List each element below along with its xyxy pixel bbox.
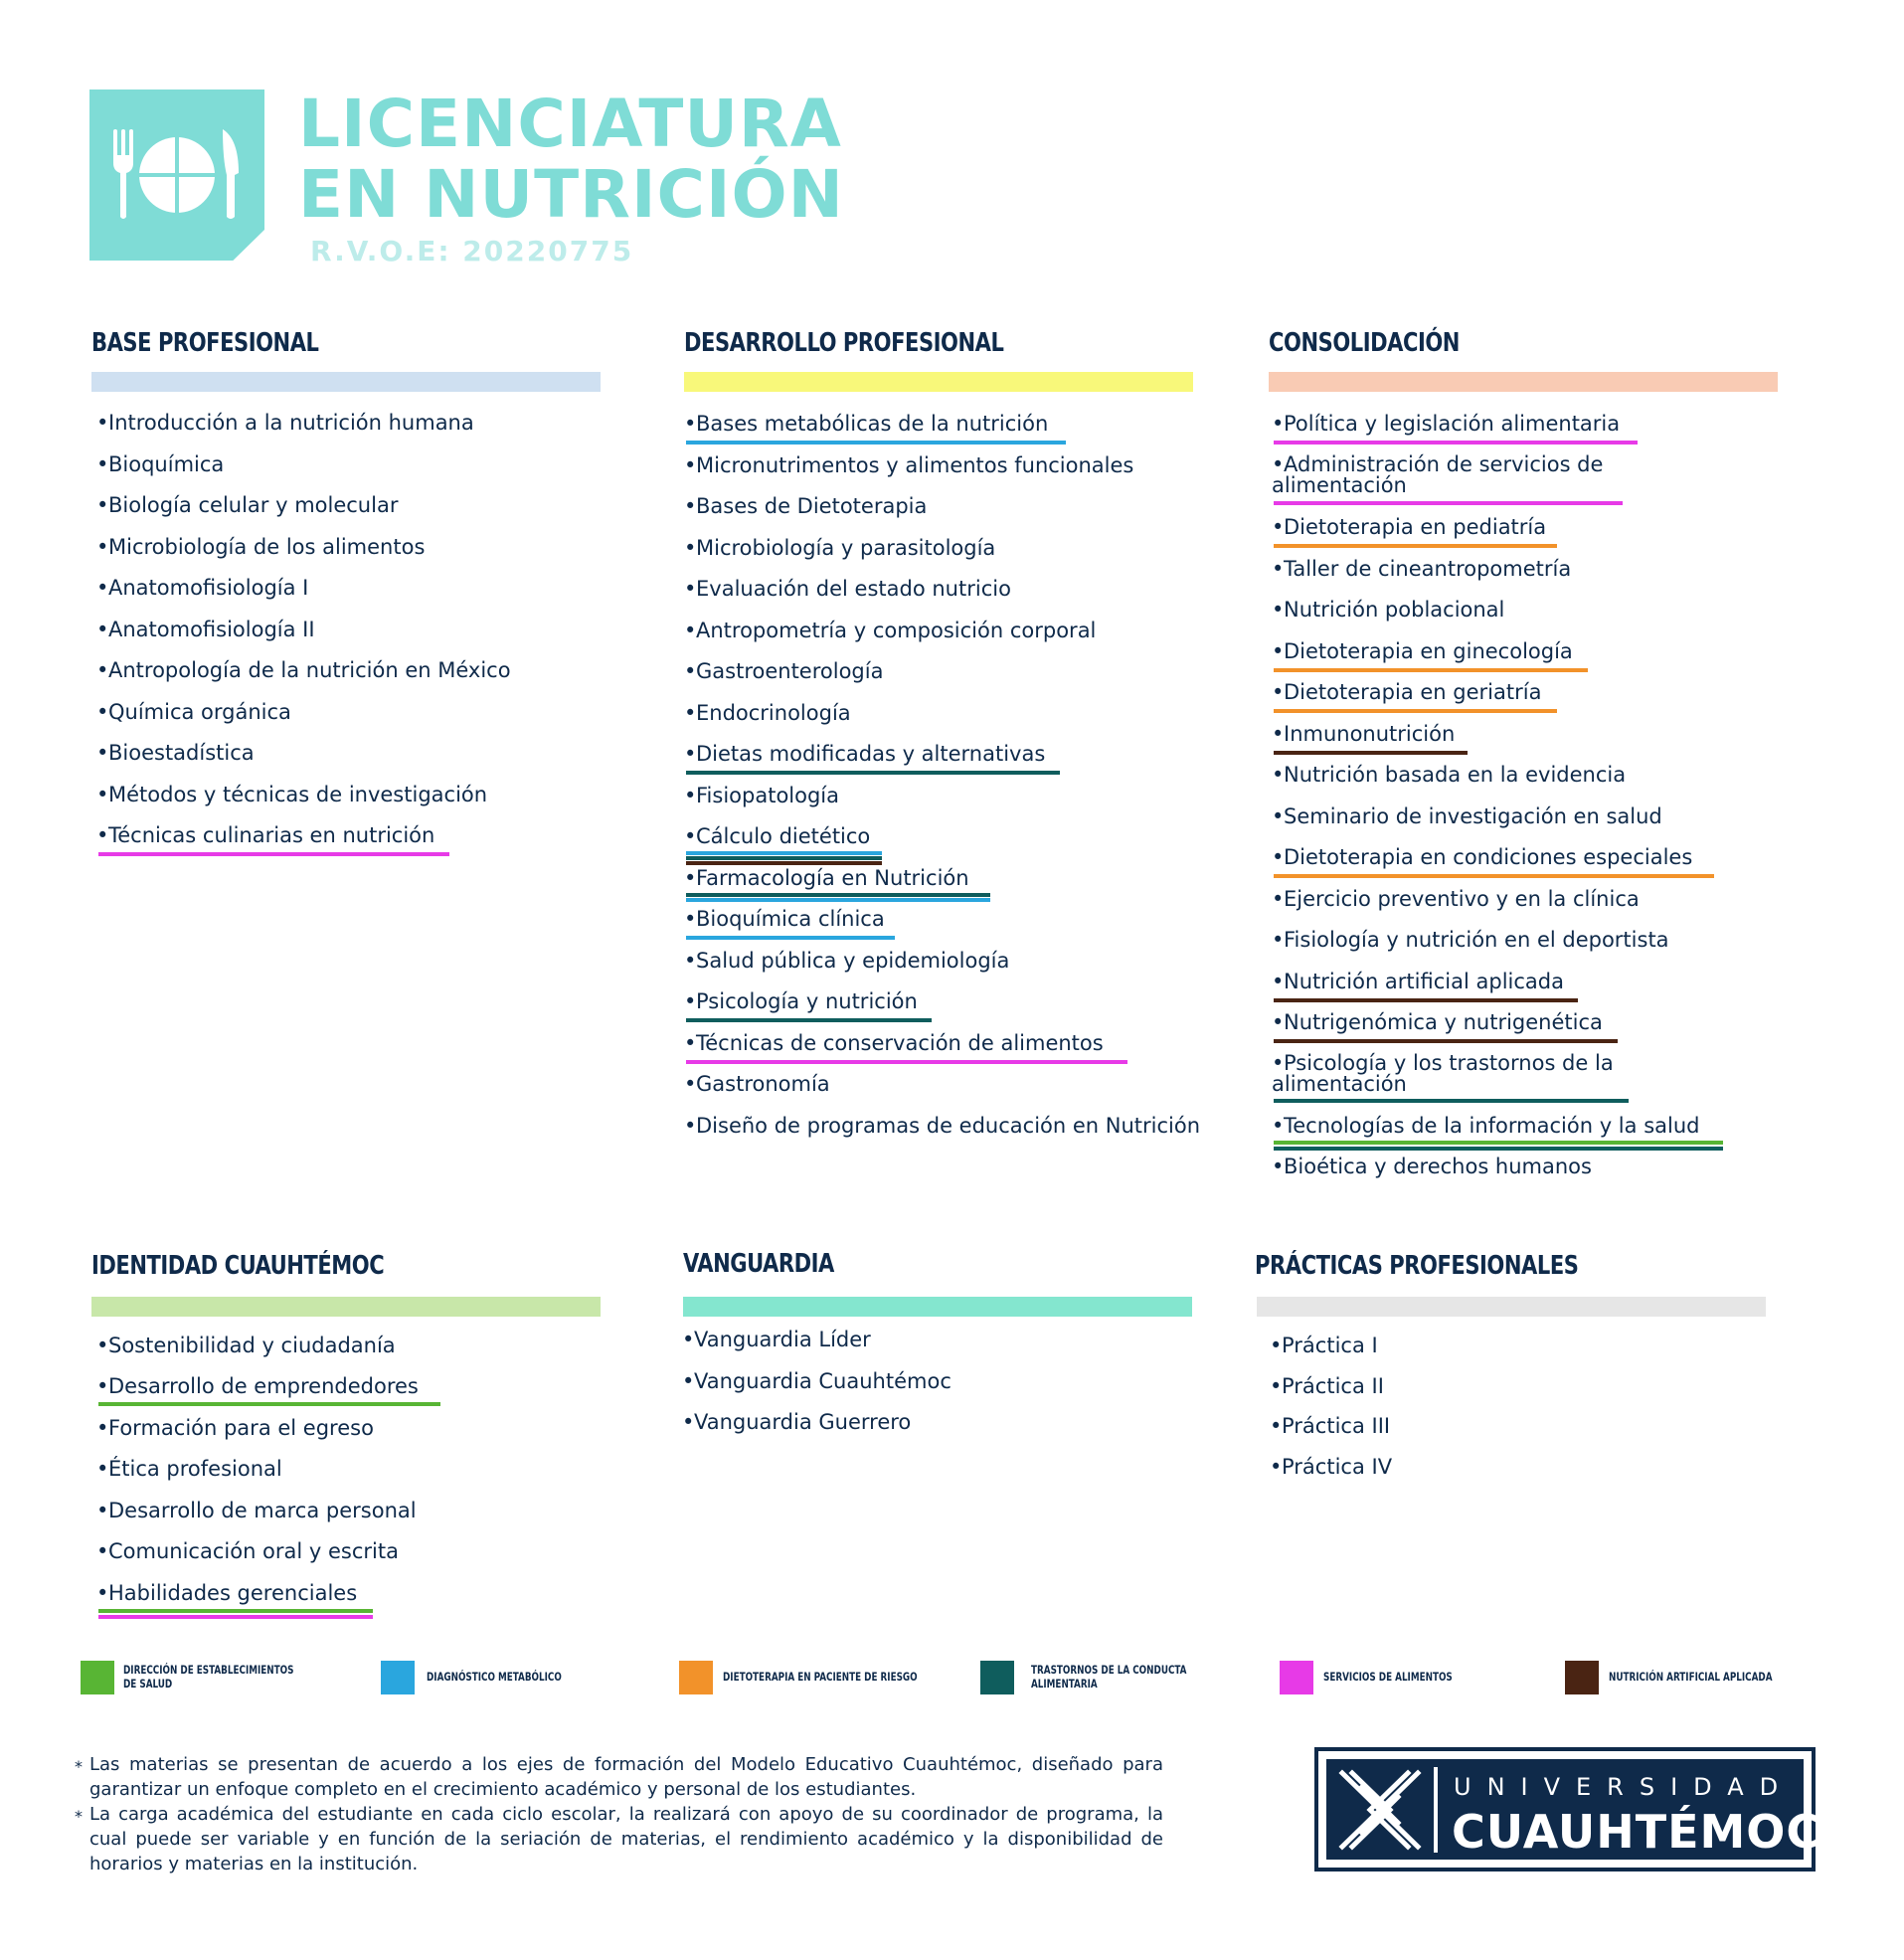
underline-trastornos [1274, 1099, 1629, 1103]
list-item: •Gastroenterología [684, 659, 884, 683]
list-item: •Dietoterapia en condiciones especiales [1272, 845, 1693, 869]
list-item: •Métodos y técnicas de investigación [96, 783, 488, 806]
list-item: •Práctica III [1270, 1414, 1391, 1438]
list-item: •Nutrigenómica y nutrigenética [1272, 1010, 1603, 1034]
list-item: •Práctica IV [1270, 1455, 1393, 1479]
section-title-vanguardia: VANGUARDIA [683, 1249, 834, 1279]
list-item: •Química orgánica [96, 700, 291, 724]
list-item: •Nutrición basada en la evidencia [1272, 763, 1627, 787]
underline-direccion [98, 1402, 440, 1406]
underline-nutricion-artificial [1274, 1039, 1618, 1043]
underline-diagnostico [686, 441, 1066, 445]
logo-separator [1434, 1767, 1438, 1853]
list-item: •Evaluación del estado nutricio [684, 577, 1011, 601]
list-item: •Taller de cineantropometría [1272, 557, 1572, 581]
section-bar-practicas [1257, 1297, 1766, 1317]
list-item: •Nutrición artificial aplicada [1272, 970, 1564, 993]
nutrition-logo-badge [89, 89, 264, 261]
list-item: •Comunicación oral y escrita [96, 1539, 399, 1563]
asterisk: * [75, 1757, 83, 1776]
legend-swatch-magenta [1280, 1661, 1313, 1694]
list-item: •Práctica II [1270, 1374, 1384, 1398]
list-item: •Anatomofisiología I [96, 576, 309, 600]
section-bar-base [91, 372, 601, 392]
footnote-2: * La carga académica del estudiante en cada ciclo escolar, la realizará con apoyo de su coordinador de programa, la cual puede ser variable y en función de la seriación de materias, el rendimiento académico y la disponibilidad de horarios y materias en la institución. [75, 1804, 1163, 1874]
underline-diagnostico [686, 936, 895, 940]
underline-servicios [1274, 501, 1623, 505]
list-item: •Ejercicio preventivo y en la clínica [1272, 887, 1640, 911]
list-item: •Inmunonutrición [1272, 722, 1456, 746]
list-item: •Técnicas de conservación de alimentos [684, 1031, 1104, 1055]
underline-trastornos [1274, 1147, 1723, 1151]
list-item: •Microbiología y parasitología [684, 536, 996, 560]
list-item: •Ética profesional [96, 1457, 282, 1481]
list-item: •Dietoterapia en geriatría [1272, 680, 1542, 704]
list-item: •Dietoterapia en ginecología [1272, 639, 1573, 663]
list-item: •Bases metabólicas de la nutrición [684, 412, 1049, 436]
section-bar-desarrollo [684, 372, 1193, 392]
list-item: •Dietas modificadas y alternativas [684, 742, 1046, 766]
crossed-x-emblem-icon [1336, 1767, 1424, 1853]
legend-label: DIAGNÓSTICO METABÓLICO [427, 1670, 562, 1684]
section-title-identidad: IDENTIDAD CUAUHTÉMOC [91, 1251, 385, 1281]
list-item: •Nutrición poblacional [1272, 598, 1505, 622]
underline-diagnostico [686, 898, 990, 902]
underline-direccion [98, 1609, 373, 1613]
list-item: •Técnicas culinarias en nutrición [96, 823, 435, 847]
list-item: •Endocrinología [684, 701, 851, 725]
underline-diagnostico [686, 851, 882, 855]
list-item: •Antropología de la nutrición en México [96, 658, 511, 682]
list-item: •Fisiopatología [684, 784, 840, 807]
legend-swatch-brown [1565, 1661, 1599, 1694]
section-bar-vanguardia [683, 1297, 1192, 1317]
section-title-base: BASE PROFESIONAL [91, 328, 319, 358]
university-word: UNIVERSIDAD [1454, 1773, 1795, 1801]
section-title-consolidacion: CONSOLIDACIÓN [1269, 328, 1460, 358]
list-item: •Cálculo dietético [684, 824, 871, 848]
list-item: •Bioquímica [96, 452, 225, 476]
list-item: •Psicología y los trastornos de la alimentación [1272, 1051, 1614, 1096]
list-item: •Salud pública y epidemiología [684, 949, 1010, 973]
list-item: •Fisiología y nutrición en el deportista [1272, 928, 1669, 952]
footnote-1: * Las materias se presentan de acuerdo a los ejes de formación del Modelo Educativo Cuauhtémoc, diseñado para garantizar un enfoque completo en el crecimiento académico y personal de los estudiantes. [75, 1754, 1163, 1800]
title-line-1: LICENCIATURA [298, 86, 842, 162]
underline-trastornos [686, 893, 990, 897]
list-item: •Antropometría y composición corporal [684, 619, 1097, 642]
legend-swatch-green [81, 1661, 114, 1694]
list-item: •Biología celular y molecular [96, 493, 399, 517]
rvoe-code: R.V.O.E: 20220775 [310, 235, 634, 267]
legend-swatch-blue [381, 1661, 415, 1694]
list-item: •Bioquímica clínica [684, 907, 885, 931]
list-item: •Microbiología de los alimentos [96, 535, 426, 559]
underline-dietoterapia [1274, 874, 1714, 878]
list-item: •Desarrollo de marca personal [96, 1499, 417, 1522]
legend-label: DIETOTERAPIA EN PACIENTE DE RIESGO [723, 1670, 918, 1684]
list-item: •Formación para el egreso [96, 1416, 374, 1440]
section-title-desarrollo: DESARROLLO PROFESIONAL [684, 328, 1004, 358]
list-item: •Administración de servicios de alimentación [1272, 452, 1604, 497]
list-item: •Sostenibilidad y ciudadanía [96, 1334, 396, 1357]
list-item: •Práctica I [1270, 1334, 1378, 1357]
list-item: •Anatomofisiología II [96, 618, 315, 641]
underline-servicios [98, 852, 449, 856]
underline-nutricion-artificial [1274, 998, 1578, 1002]
section-title-practicas: PRÁCTICAS PROFESIONALES [1255, 1251, 1579, 1281]
list-item: •Psicología y nutrición [684, 989, 918, 1013]
underline-trastornos [686, 771, 1060, 775]
asterisk: * [75, 1807, 83, 1826]
underline-direccion [1274, 1141, 1723, 1145]
university-name: CUAUHTÉMOC [1452, 1805, 1821, 1859]
list-item: •Habilidades gerenciales [96, 1581, 358, 1605]
list-item: •Vanguardia Guerrero [682, 1410, 912, 1434]
list-item: •Vanguardia Cuauhtémoc [682, 1369, 952, 1393]
underline-nutricion-artificial [1274, 751, 1468, 755]
underline-servicios [1274, 441, 1638, 445]
underline-dietoterapia [1274, 709, 1557, 713]
section-bar-identidad [91, 1297, 601, 1317]
list-item: •Bases de Dietoterapia [684, 494, 928, 518]
list-item: •Política y legislación alimentaria [1272, 412, 1621, 436]
section-bar-consolidacion [1269, 372, 1778, 392]
underline-nutricion-artificial [686, 861, 882, 865]
legend-label: TRASTORNOS DE LA CONDUCTA ALIMENTARIA [1031, 1663, 1187, 1691]
university-logo [1314, 1747, 1821, 1871]
list-item: •Seminario de investigación en salud [1272, 804, 1662, 828]
legend-swatch-orange [679, 1661, 713, 1694]
list-item: •Farmacología en Nutrición [684, 866, 969, 890]
list-item: •Gastronomía [684, 1072, 830, 1096]
list-item: •Bioética y derechos humanos [1272, 1155, 1592, 1178]
fork-plate-knife-icon [111, 129, 243, 221]
title-line-2: EN NUTRICIÓN [298, 156, 844, 233]
underline-servicios [98, 1615, 373, 1619]
legend-label: DIRECCIÓN DE ESTABLECIMIENTOS DE SALUD [123, 1663, 294, 1691]
list-item: •Tecnologías de la información y la salud [1272, 1114, 1700, 1138]
list-item: •Diseño de programas de educación en Nutrición [684, 1114, 1201, 1138]
underline-dietoterapia [1274, 668, 1588, 672]
legend-label: NUTRICIÓN ARTIFICIAL APLICADA [1609, 1670, 1773, 1684]
underline-dietoterapia [1274, 544, 1557, 548]
list-item: •Desarrollo de emprendedores [96, 1374, 419, 1398]
underline-trastornos [686, 856, 882, 860]
underline-trastornos [686, 1018, 932, 1022]
legend-label: SERVICIOS DE ALIMENTOS [1323, 1670, 1453, 1684]
legend-swatch-darkteal [980, 1661, 1014, 1694]
list-item: •Bioestadística [96, 741, 255, 765]
list-item: •Dietoterapia en pediatría [1272, 515, 1547, 539]
list-item: •Vanguardia Líder [682, 1328, 871, 1351]
list-item: •Micronutrimentos y alimentos funcionales [684, 453, 1134, 477]
list-item: •Introducción a la nutrición humana [96, 411, 474, 435]
underline-servicios [686, 1060, 1127, 1064]
